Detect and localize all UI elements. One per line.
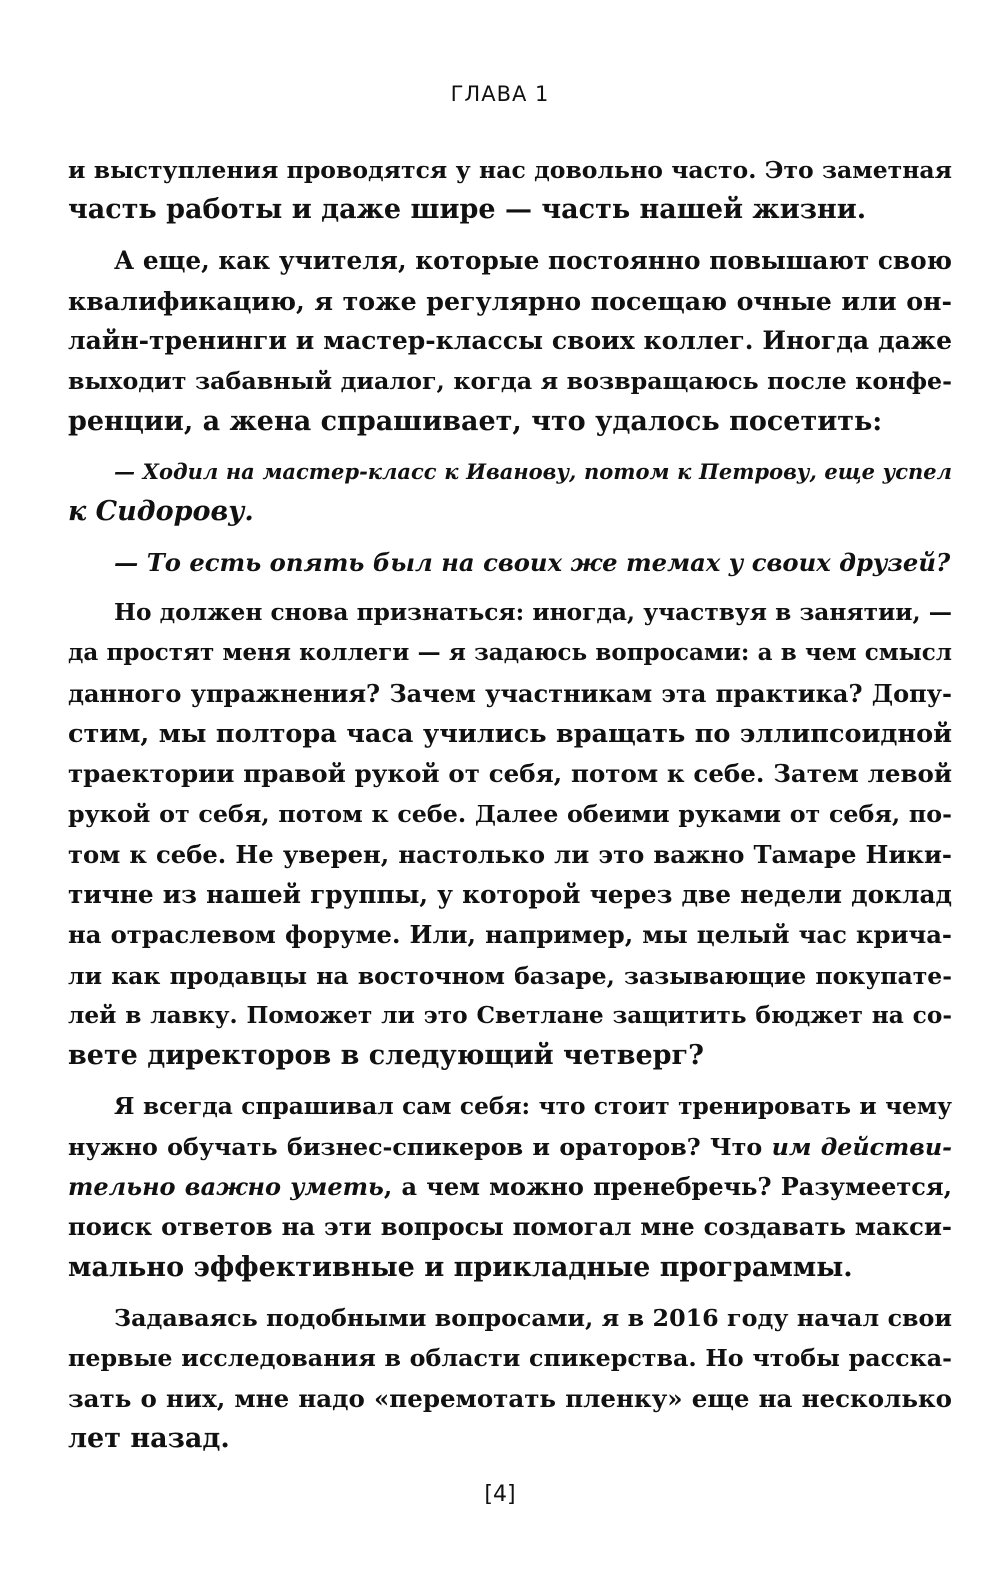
text-line: мально эффективные и прикладные программы. <box>68 1251 853 1283</box>
text-line: Я всегда спрашивал сам себя: что стоит тренировать и чему <box>114 1092 952 1120</box>
page-number: [4] <box>484 1482 516 1507</box>
text-line: — То есть опять был на своих же темах у своих друзей? <box>114 547 951 577</box>
paragraph-2 <box>68 241 952 442</box>
text-line: к Сидорову. <box>68 496 254 528</box>
text-line: А еще, как учителя, которые постоянно повышают свою <box>114 245 952 275</box>
text-line: Но должен снова признаться: иногда, участвуя в занятии, — <box>114 598 952 626</box>
text-line: — Ходил на мастер-класс к Иванову, потом к Петрову, еще успел <box>114 459 952 485</box>
text-line: ли как продавцы на восточном базаре, зазывающие покупате- <box>68 961 952 990</box>
paragraph-4 <box>68 1087 952 1288</box>
text-line: и выступления проводятся у нас довольно часто. Это заметная <box>68 156 952 184</box>
dialogue-line-1 <box>68 452 952 533</box>
text-line: часть работы и даже шире — часть нашей жизни. <box>68 194 867 226</box>
text-line <box>68 1127 952 1167</box>
text-line <box>68 1167 952 1207</box>
emphasis-text: тельно важно уметь <box>68 1172 384 1202</box>
text-line: зать о них, мне надо «перемотать пленку» еще на несколько <box>68 1383 952 1413</box>
text-line: поиск ответов на эти вопросы помогал мне создавать макси- <box>68 1212 952 1242</box>
text-line: на отраслевом форуме. Или, например, мы целый час крича- <box>68 920 952 950</box>
text-line: первые исследования в области спикерства. Но чтобы расска- <box>68 1344 952 1373</box>
paragraph-1 <box>68 150 952 231</box>
text-line: рукой от себя, потом к себе. Далее обеими руками от себя, по- <box>68 800 952 829</box>
text-line: тичне из нашей группы, у которой через две недели доклад <box>68 880 952 910</box>
emphasis-text: им действи- <box>771 1132 952 1161</box>
text-line: траектории правой рукой от себя, потом к себе. Затем левой <box>68 759 952 789</box>
text-line: стим, мы полтора часа учились вращать по эллипсоидной <box>68 718 952 749</box>
dialogue-line-2 <box>68 543 952 583</box>
text-line: Задаваясь подобными вопросами, я в 2016 году начал свои <box>114 1304 952 1333</box>
text-line: квалификацию, я тоже регулярно посещаю очные или он- <box>68 285 952 316</box>
paragraph-5 <box>68 1298 952 1459</box>
text-segment: , а чем можно пренебречь? Разумеется, <box>383 1172 952 1202</box>
body-text <box>68 150 952 1469</box>
text-line: лей в лавку. Поможет ли это Светлане защитить бюджет на со- <box>68 1001 952 1029</box>
text-line: лайн-тренинги и мастер-классы своих коллег. Иногда даже <box>68 326 952 356</box>
text-line: ренции, а жена спрашивает, что удалось посетить: <box>68 405 883 437</box>
text-line: лет назад. <box>68 1422 230 1454</box>
running-header: ГЛАВА 1 <box>450 82 550 106</box>
text-line: данного упражнения? Зачем участникам эта практика? Допу- <box>68 678 952 708</box>
paragraph-3 <box>68 593 952 1077</box>
text-line: да простят меня коллеги — я задаюсь вопросами: а в чем смысл <box>68 639 952 667</box>
text-line: том к себе. Не уверен, настолько ли это важно Тамаре Ники- <box>68 839 952 869</box>
text-line: выходит забавный диалог, когда я возвращаюсь после конфе- <box>68 367 952 396</box>
text-line: вете директоров в следующий четверг? <box>68 1040 704 1072</box>
text-segment: нужно обучать бизнес-спикеров и ораторов? Что <box>68 1132 772 1161</box>
